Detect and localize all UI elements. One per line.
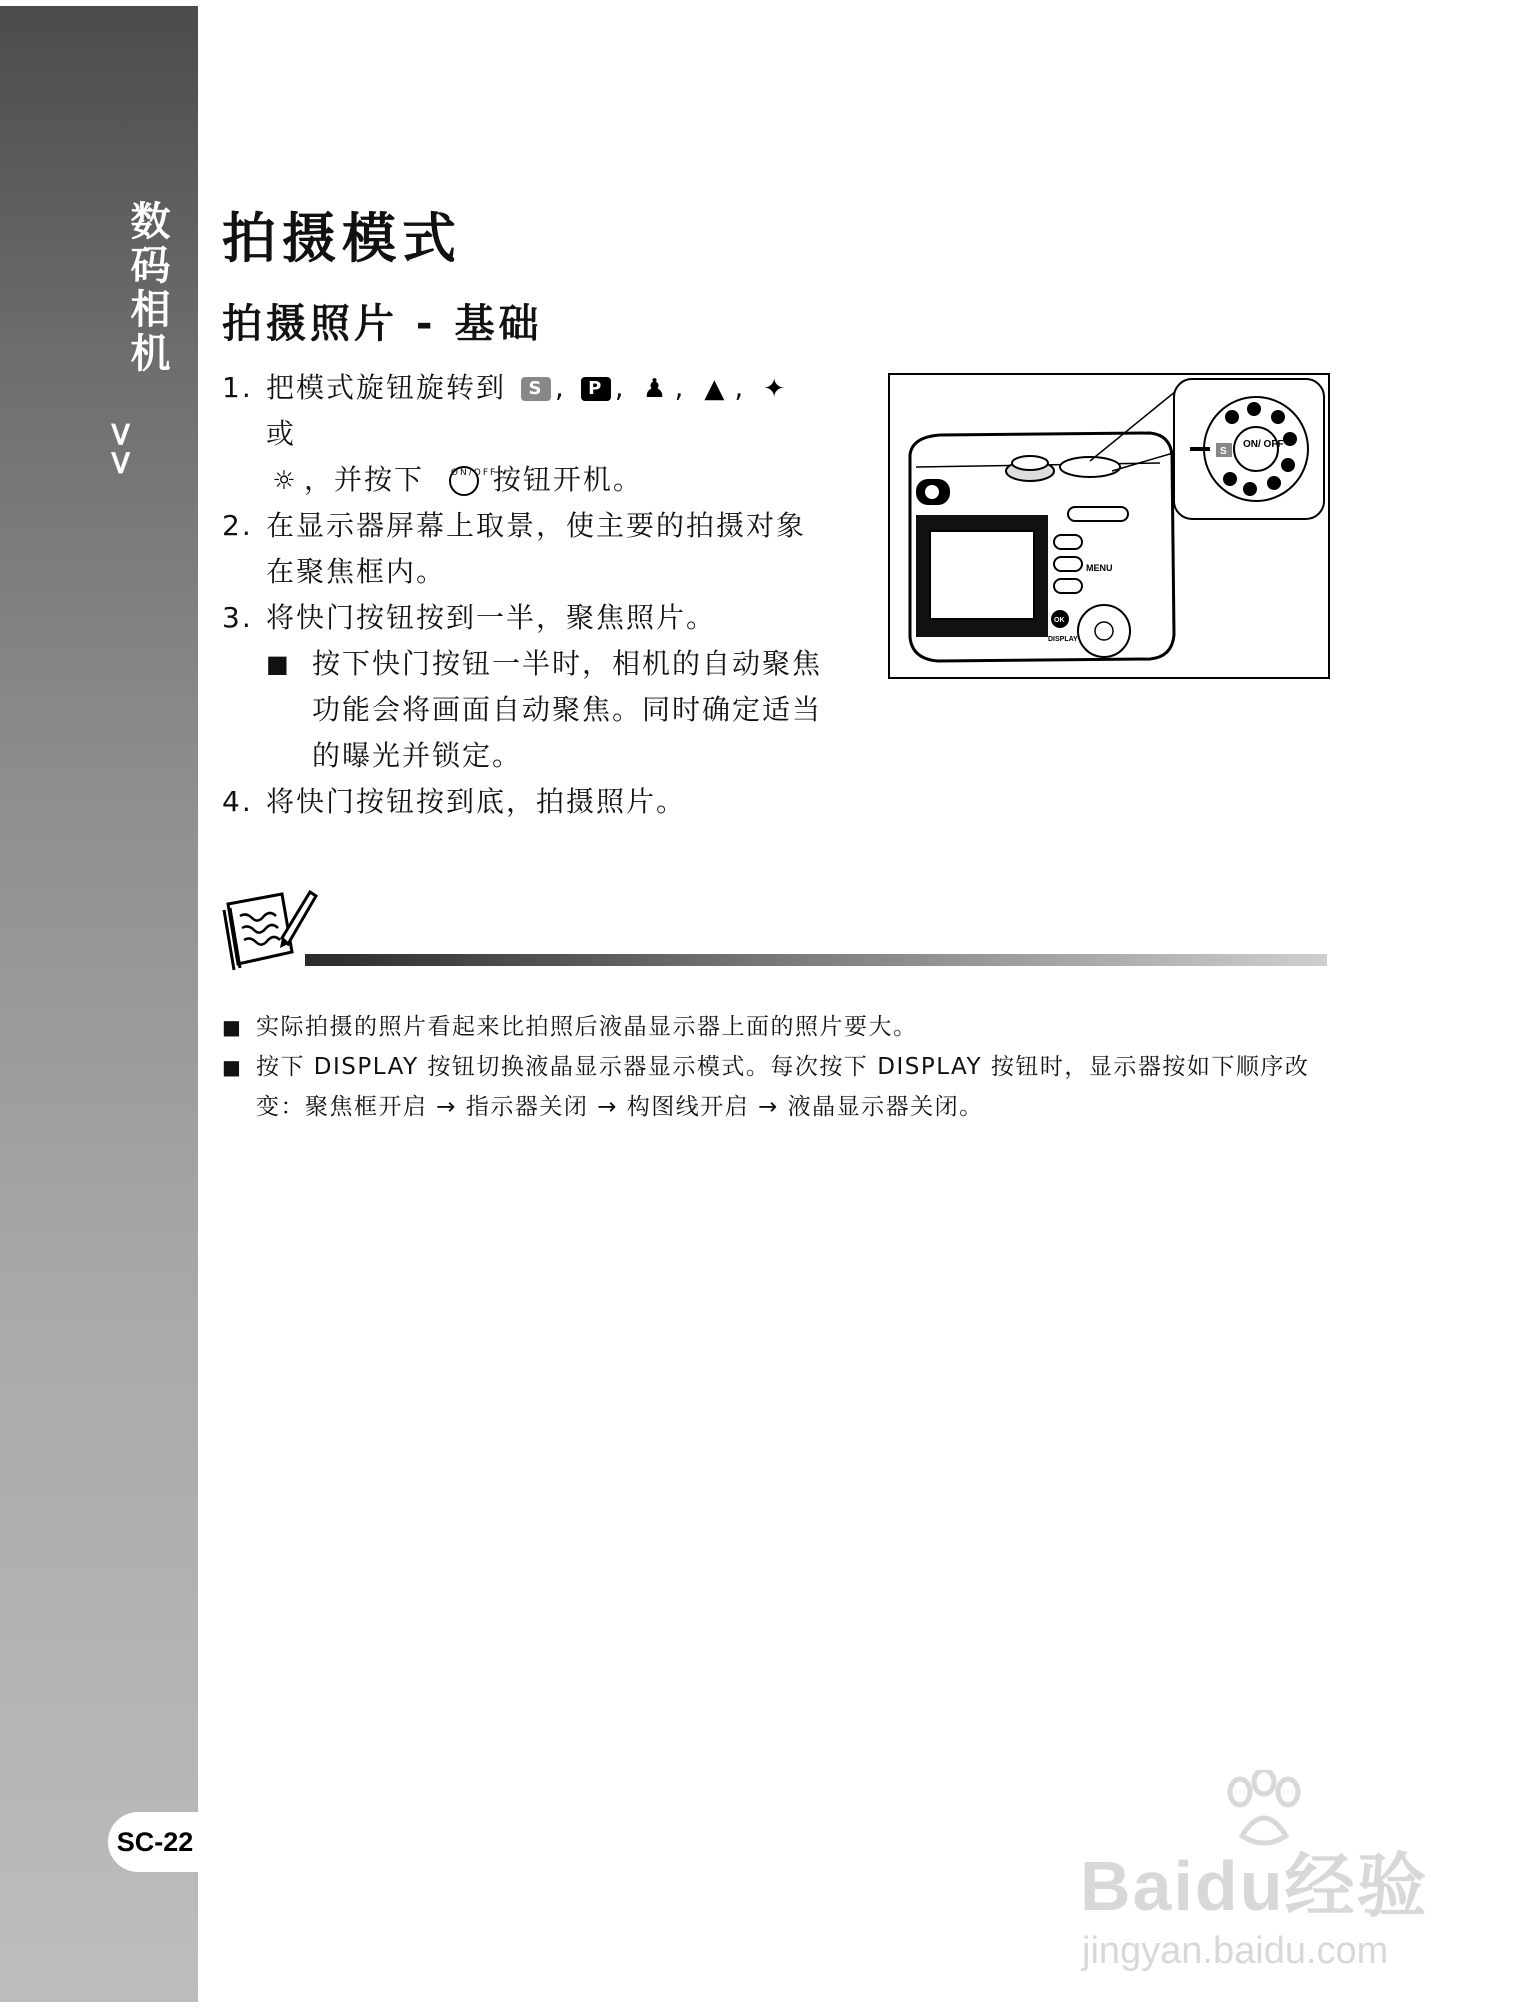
step-number: 2. — [222, 509, 253, 542]
subpoint-text: 按下快门按钮一半时，相机的自动聚焦功能会将画面自动聚焦。同时确定适当的曝光并锁定。 — [312, 647, 823, 772]
step-1-text-b: ，并按下 — [304, 463, 425, 496]
step-text: 在显示器屏幕上取景，使主要的拍摄对象在聚焦框内。 — [266, 509, 807, 588]
step-text: 将快门按钮按到底，拍摄照片。 — [266, 785, 687, 818]
step-3 — [222, 595, 832, 641]
camera-menu-label: MENU — [1086, 563, 1113, 573]
portrait-mode-icon: ♟ — [642, 374, 669, 404]
step-text: 将快门按钮按到一半，聚焦照片。 — [266, 601, 717, 634]
night-portrait-mode-icon: ☼ — [272, 466, 298, 496]
step-number: 3. — [222, 601, 253, 634]
watermark — [1080, 1770, 1440, 1990]
notepad-pencil-icon — [222, 886, 318, 976]
note-divider-bar — [305, 954, 1327, 966]
program-mode-icon: P — [581, 377, 611, 401]
square-bullet-icon: ■ — [222, 1015, 243, 1039]
dial-on-off-label: ON/ OFF — [1243, 439, 1284, 450]
note-item — [222, 1007, 1332, 1047]
landscape-mode-icon: ▲ — [704, 374, 727, 404]
dial-s-label: S — [1220, 446, 1227, 457]
note-text: 实际拍摄的照片看起来比拍照后液晶显示器上面的照片要大。 — [256, 1014, 918, 1040]
square-bullet-icon: ■ — [222, 1055, 243, 1079]
camera-drawing — [890, 375, 1328, 677]
step-1-text-a: 把模式旋钮旋转到 — [266, 371, 507, 404]
step-number: 4. — [222, 785, 253, 818]
sidebar-title: 数码相机 — [124, 200, 170, 376]
separator: , — [734, 371, 746, 404]
steps-list — [222, 365, 832, 825]
note-text: 按下 DISPLAY 按钮切换液晶显示器显示模式。每次按下 DISPLAY 按钮时，显示器按如下顺序改变：聚焦框开启 → 指示器关闭 → 构图线开启 → 液晶显示器关闭。 — [256, 1054, 1310, 1120]
step-text — [266, 365, 832, 503]
notes-list — [222, 1007, 1332, 1127]
watermark-url: jingyan.baidu.com — [1082, 1930, 1389, 1972]
sidebar-chevrons: >> — [101, 420, 141, 477]
separator: , — [674, 371, 686, 404]
step-2 — [222, 503, 832, 595]
separator: , — [554, 371, 566, 404]
step-1-text-c: 按钮开机。 — [492, 463, 643, 496]
step-number: 1. — [222, 371, 253, 404]
power-button-icon: ON/OFF — [449, 466, 479, 496]
watermark-brand: Baidu经验 — [1080, 1847, 1429, 1925]
sports-mode-icon: ✦ — [763, 374, 788, 404]
scene-mode-icon: S — [521, 377, 551, 401]
square-bullet-icon: ■ — [266, 650, 291, 678]
separator: , — [614, 371, 626, 404]
page-title: 拍摄模式 — [222, 207, 462, 270]
note-item — [222, 1047, 1332, 1127]
camera-display-label: DISPLAY — [1048, 636, 1078, 643]
step-3-subpoint — [222, 641, 832, 779]
step-4 — [222, 779, 832, 825]
step-1 — [222, 365, 832, 503]
page-number: SC-22 — [108, 1812, 202, 1872]
section-title: 拍摄照片 - 基础 — [222, 301, 543, 347]
camera-illustration — [888, 373, 1330, 679]
or-text: 或 — [266, 417, 297, 450]
camera-ok-label: OK — [1054, 617, 1065, 624]
